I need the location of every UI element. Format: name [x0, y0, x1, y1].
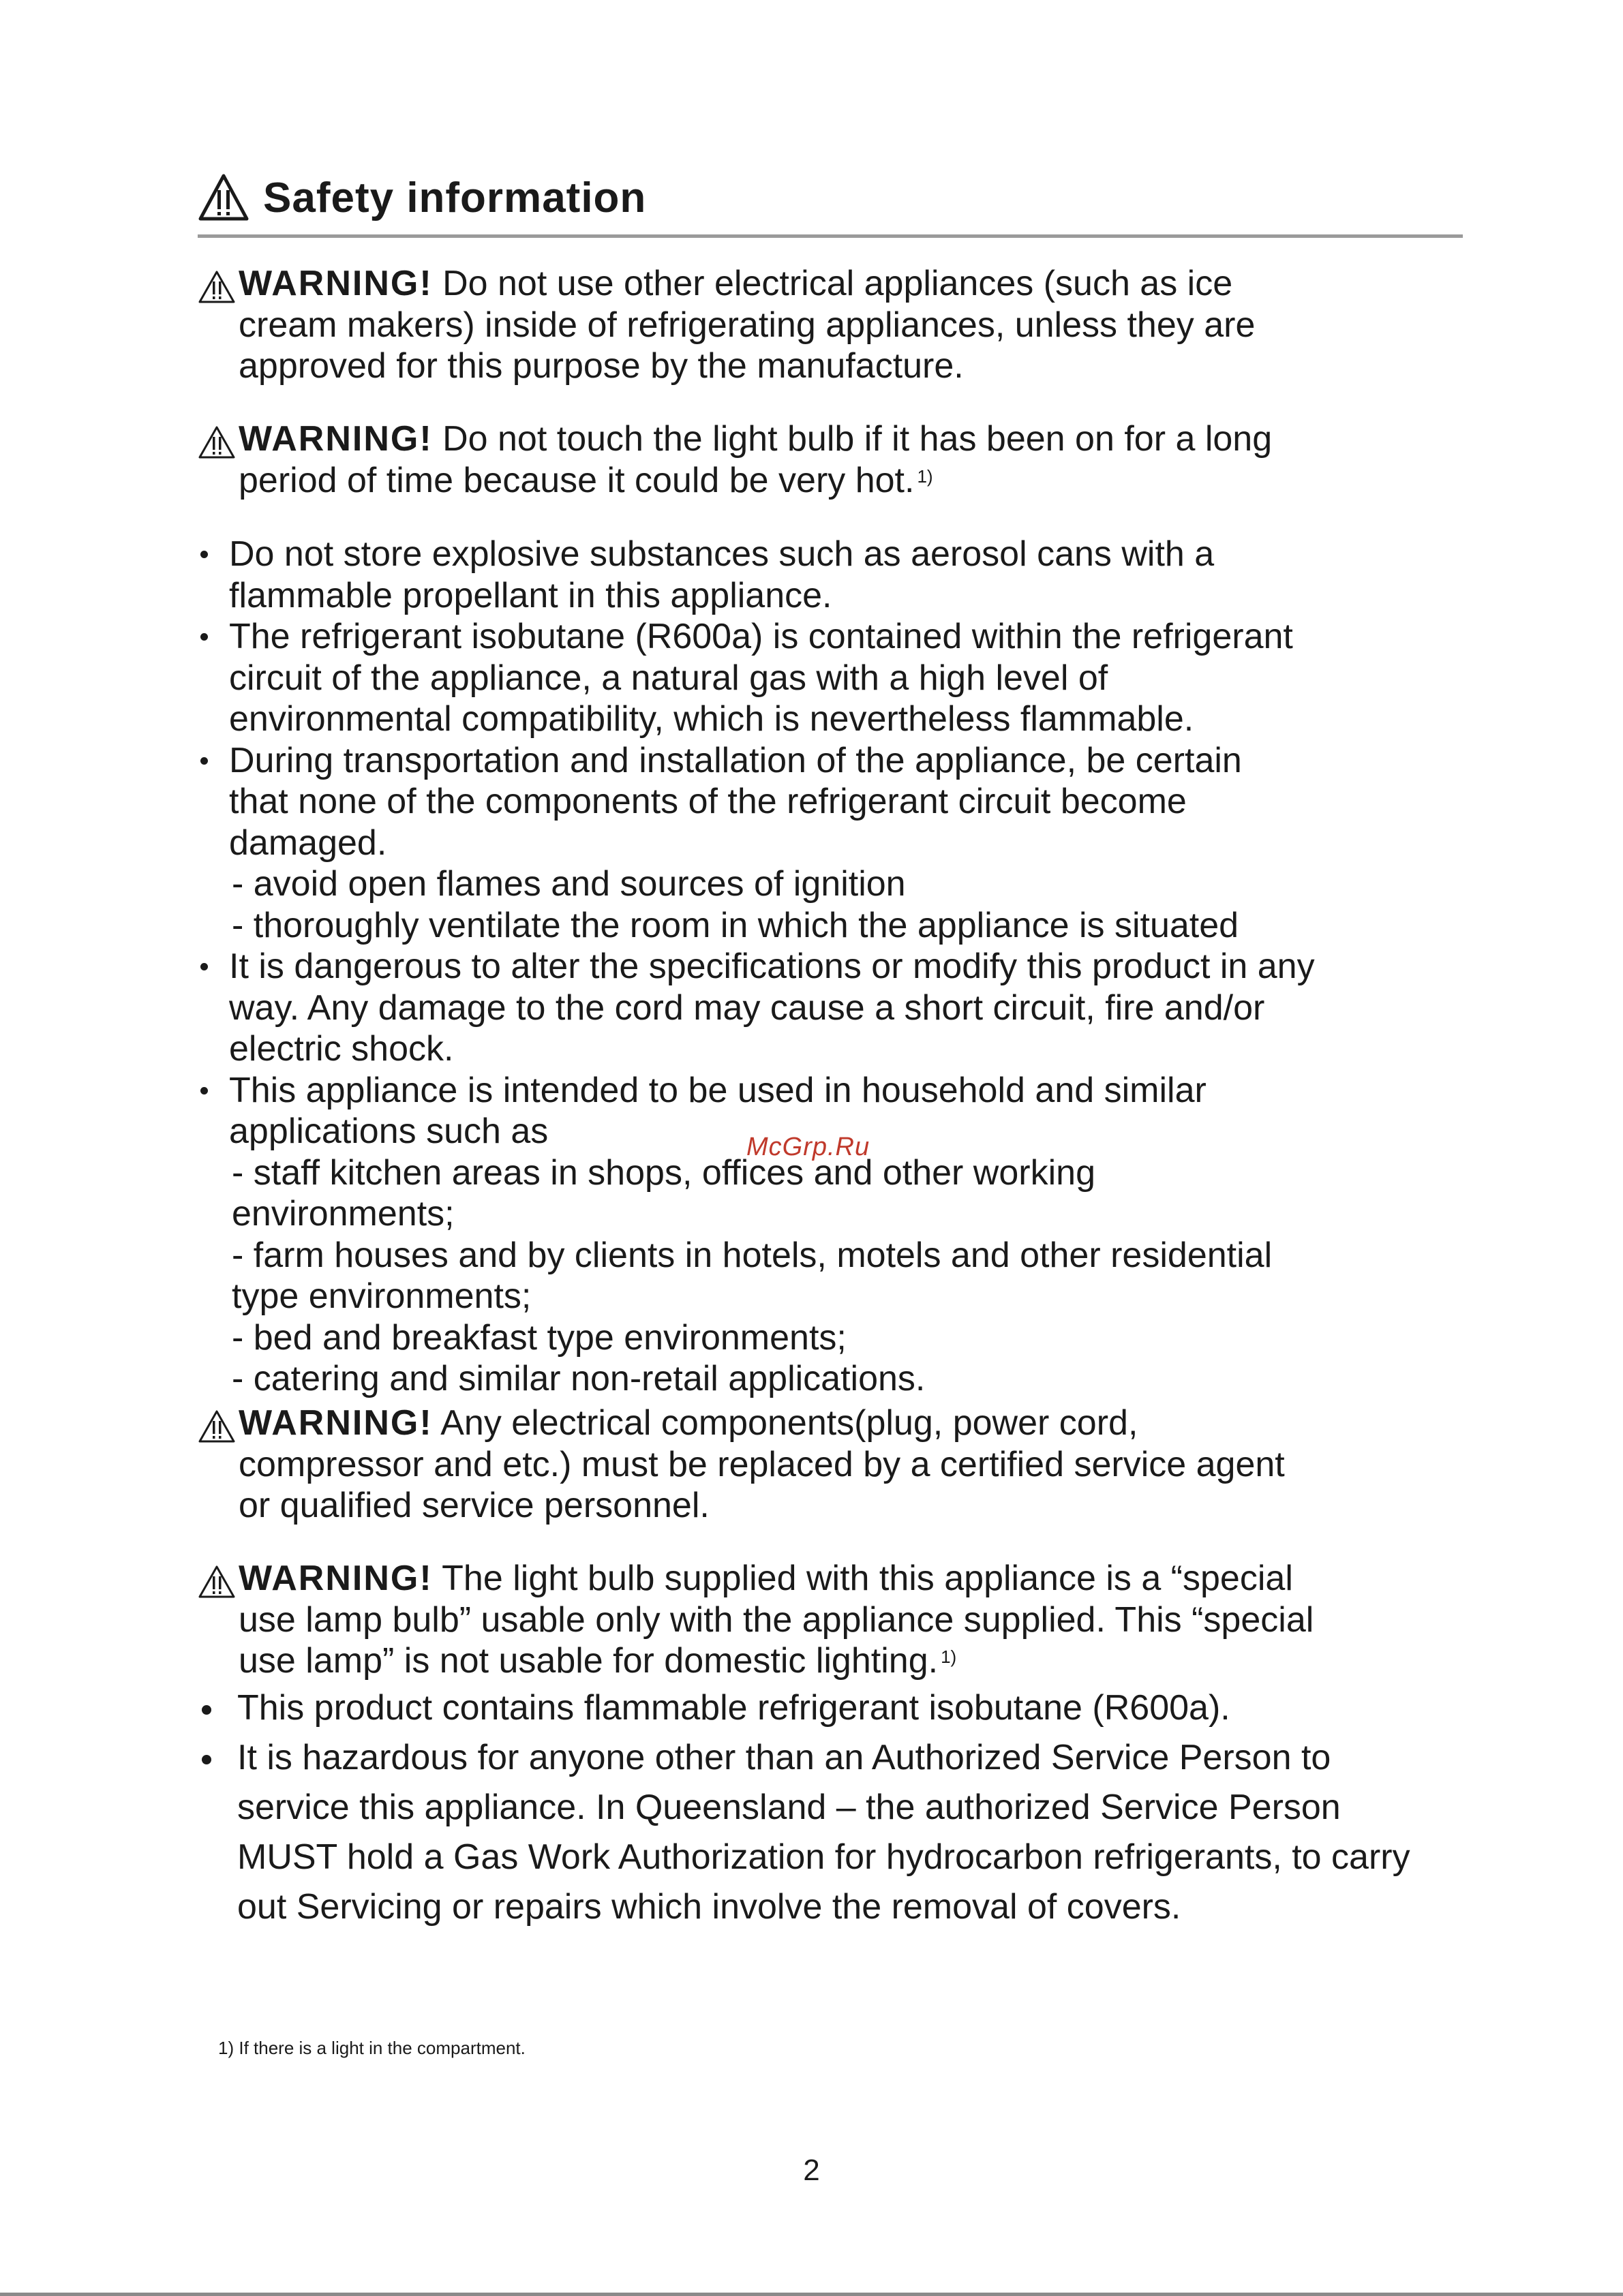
footnote: 1) If there is a light in the compartment. — [218, 2038, 526, 2058]
bullet-list — [198, 534, 1534, 1400]
sub-item: - catering and similar non-retail applications. — [232, 1359, 926, 1398]
bullet-dot — [200, 633, 208, 641]
sub-item: - staff kitchen areas in shops, offices and other working — [232, 1152, 1095, 1193]
bullet-dot — [202, 1705, 211, 1715]
warning-label: WARNING! — [239, 1559, 433, 1598]
list-item: The refrigerant isobutane (R600a) is contained within the refrigerant circuit of the appliance, a natural gas with a high level of environmental compatibility, which is nevertheless flammable. — [198, 616, 1534, 740]
page-title: Safety information — [263, 174, 647, 221]
sub-item: - bed and breakfast type environments; — [232, 1317, 847, 1358]
warning-line: cream makers) inside of refrigerating appliances, unless they are — [239, 305, 1256, 345]
sub-item: environments; — [232, 1194, 455, 1234]
page-number: 2 — [803, 2154, 820, 2187]
footnote-ref: 1) — [917, 465, 933, 487]
warning-label: WARNING! — [239, 1403, 433, 1443]
warning-icon — [198, 1565, 236, 1599]
warning-line: use lamp bulb” usable only with the appliance supplied. This “special — [239, 1599, 1314, 1640]
warning-triangle-icon — [198, 172, 249, 223]
section-header — [198, 164, 646, 232]
watermark: McGrp.Ru — [746, 1133, 870, 1161]
warning-line: WARNING! Do not use other electrical appliances (such as ice — [239, 264, 1233, 303]
warning-label: WARNING! — [239, 419, 433, 459]
sub-item: - farm houses and by clients in hotels, motels and other residential — [232, 1235, 1273, 1275]
sub-item: - avoid open flames and sources of ignition — [232, 864, 906, 904]
list-item: It is dangerous to alter the specifications or modify this product in any way. Any damage to the cord may cause a short circuit, fire and/or electric shock. — [198, 946, 1534, 1070]
warning-label: WARNING! — [239, 264, 433, 303]
warning-line: WARNING! The light bulb supplied with this appliance is a “special — [239, 1559, 1293, 1598]
warning-line: compressor and etc.) must be replaced by a certified service agent — [239, 1444, 1285, 1484]
list-item: During transportation and installation of the appliance, be certain that none of the components of the refrigerant circuit become damaged. - avoid open flames and sources of ignition - thoroughly ventilate the room in which the appliance is situated — [198, 740, 1534, 947]
sub-item: - thoroughly ventilate the room in which the appliance is situated — [232, 905, 1239, 945]
list-item: This appliance is intended to be used in household and similar applications such as - staff kitchen areas in shops, offices and other working environments; - farm houses and by clients in hotels, motels and other residential type environments; - bed and breakfast type environments; - catering and similar non-retail applications. — [198, 1070, 1534, 1400]
list-item: It is hazardous for anyone other than an Authorized Service Person to service this appliance. In Queensland – the authorized Service Person MUST hold a Gas Work Authorization for hydrocarbon refrigerants, to carry out Servicing or repairs which involve the removal of covers. — [198, 1733, 1534, 1932]
bullet-dot — [202, 1755, 211, 1764]
warning-icon — [198, 425, 236, 459]
sub-item: type environments; — [232, 1276, 532, 1316]
list-item: This product contains flammable refrigerant isobutane (R600a). — [198, 1683, 1534, 1733]
list-item: Do not store explosive substances such as aerosol cans with a flammable propellant in this appliance. — [198, 534, 1534, 616]
warning-line: or qualified service personnel. — [239, 1486, 710, 1525]
warning-icon — [198, 270, 236, 304]
warning-line: use lamp” is not usable for domestic lighting. $^{1)}$ — [239, 1641, 957, 1681]
bullet-dot — [200, 551, 208, 558]
warning-block-1 — [198, 263, 1534, 387]
warning-line: WARNING! Any electrical components(plug, power cord, — [239, 1403, 1138, 1443]
bullet-dot — [200, 963, 208, 970]
warning-line: WARNING! Do not touch the light bulb if it has been on for a long — [239, 419, 1273, 459]
header-divider — [198, 234, 1463, 238]
warning-icon — [198, 1409, 236, 1443]
warning-line: period of time because it could be very hot. $^{1)}$ — [239, 460, 933, 500]
warning-block-3 — [198, 1403, 1534, 1527]
warning-line: approved for this purpose by the manufacture. — [239, 346, 964, 386]
bullet-dot — [200, 1087, 208, 1095]
warning-block-4 — [198, 1558, 1534, 1682]
footnote-ref: 1) — [941, 1647, 957, 1667]
bullet-dot — [200, 757, 208, 765]
bottom-divider — [0, 2293, 1623, 2296]
warning-block-2 — [198, 418, 1534, 501]
bullet-list-2 — [198, 1683, 1534, 1932]
